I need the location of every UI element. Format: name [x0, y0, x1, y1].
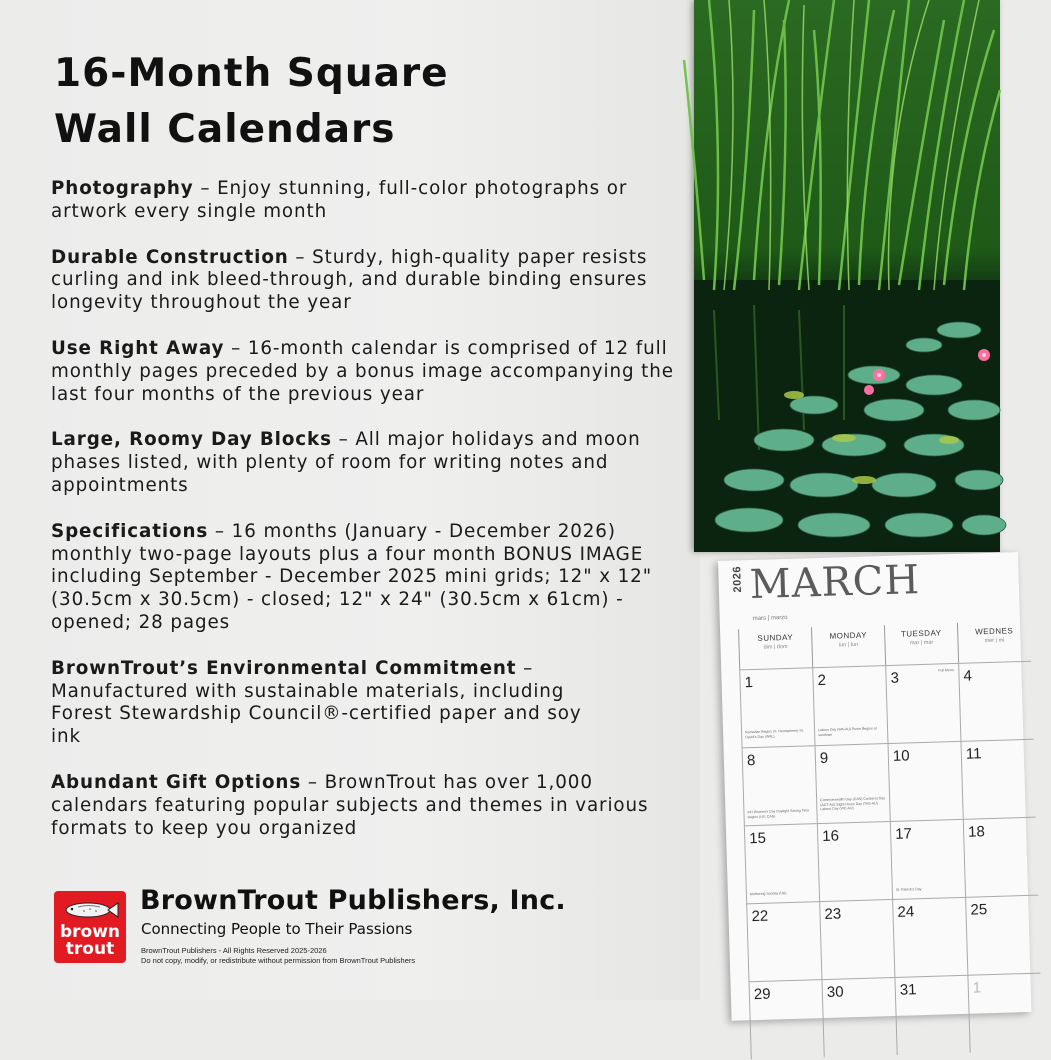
holiday-note: Ramadan Begins (S. Hemisphere) St. David's Day (WAL): [745, 728, 804, 739]
feature-list: [51, 178, 691, 863]
feature-title: Specifications: [51, 520, 209, 542]
feature-title: BrownTrout’s Environmental Commitment: [51, 657, 517, 679]
day-cell: [748, 979, 823, 1059]
logo-word-brown: brown: [59, 922, 121, 942]
feature-durable-construction: [51, 247, 691, 315]
calendar-photo-pond-lilies: [694, 0, 1000, 552]
day-cell: [819, 899, 894, 979]
feature-text: – BrownTrout has over 1,000 calendars featuring popular subjects and themes in various formats to keep you organized: [51, 771, 649, 839]
feature-title: Abundant Gift Options: [51, 771, 302, 793]
weekday-name: MONDAY: [829, 630, 868, 641]
day-cell: [739, 667, 814, 747]
day-cell: [967, 973, 1042, 1053]
title-line-1: 16-Month Square: [54, 51, 449, 96]
day-number: 9: [819, 749, 829, 768]
publisher-name: BrownTrout Publishers, Inc.: [140, 885, 566, 916]
weekday-translation: dim | dom: [763, 643, 788, 651]
day-number: 22: [751, 907, 769, 926]
pond-photo-image: [694, 0, 1000, 552]
day-number: 30: [826, 983, 844, 1001]
day-cell: [890, 819, 965, 899]
day-cell: [958, 661, 1033, 741]
day-number: 10: [892, 747, 910, 765]
browntrout-logo: [54, 891, 126, 963]
trout-fish-icon: [60, 899, 120, 921]
calendar-month-page: [718, 552, 1032, 1021]
feature-title: Durable Construction: [51, 246, 289, 268]
feature-text: – Sturdy, high-quality paper resists curling and ink bleed-through, and durable binding ensures longevity throughout the year: [51, 246, 648, 314]
day-number: 1: [744, 674, 754, 692]
rights-line: BrownTrout Publishers - All Rights Reserved 2025-2026: [141, 946, 327, 955]
feature-day-blocks: [51, 429, 691, 497]
holiday-note: Commonwealth Day (CAN) Canberra Day (ACT-AU) Eight Hours Day (TAS-AU) Labour Day (VIC-AU): [820, 796, 886, 812]
feature-title: Large, Roomy Day Blocks: [51, 429, 332, 451]
feature-text: – 16-month calendar is comprised of 12 full monthly pages preceded by a bonus image accompanying the last four months of the previous year: [51, 337, 674, 405]
feature-environmental: [51, 658, 591, 749]
day-cell: [963, 817, 1038, 897]
holiday-note: St. Patrick's Day: [895, 887, 922, 892]
holiday-note: Mothering Sunday (UK): [749, 891, 787, 897]
rights-notice: [141, 946, 415, 966]
weekday-name: SUNDAY: [757, 632, 794, 643]
weekday-wednesday: [957, 621, 1031, 663]
page-title: [54, 46, 449, 158]
feature-title: Photography: [51, 178, 194, 199]
calendar-month-name: MARCH: [749, 557, 921, 609]
day-cell: [815, 743, 890, 823]
weekday-sunday: [738, 627, 812, 669]
day-number: 16: [821, 827, 840, 846]
day-number: 24: [897, 903, 915, 921]
publisher-tagline: Connecting People to Their Passions: [141, 920, 413, 938]
weekday-translation: mar | mar: [909, 639, 934, 647]
day-cell: [892, 897, 967, 977]
feature-gift-options: [51, 772, 691, 840]
feature-text: – 16 months (January - December 2026) monthly two-page layouts plus a four month BONUS IMAGE including September - December 2025 mini grids; 12" x 12" (30.5cm x 30.5cm) - closed; 12" x 24" (30.5cm x 61cm) - opened; 28 pages: [51, 520, 653, 633]
feature-specifications: [51, 521, 691, 635]
day-number: 11: [965, 745, 982, 763]
day-cell: [894, 975, 969, 1055]
day-number: 17: [894, 825, 913, 843]
day-number: 1: [972, 979, 982, 997]
day-cell: [746, 891, 821, 981]
weekday-translation: lun | lun: [838, 641, 859, 649]
rights-line: Do not copy, modify, or redistribute without permission from BrownTrout Publishers: [141, 956, 416, 965]
day-number: 18: [967, 823, 986, 841]
holiday-note: Int'l Women's Day Daylight Saving Time begins (US, CAN): [747, 808, 810, 819]
moon-phase-note: Full Moon: [938, 668, 954, 673]
day-cell: [742, 745, 817, 825]
day-number: 29: [753, 985, 771, 1004]
weekday-name: WEDNES: [975, 626, 1014, 637]
day-cell: [965, 895, 1040, 975]
day-cell: [885, 663, 960, 743]
calendar-month-translation: mars | marzo: [752, 614, 788, 622]
day-number: 3: [890, 669, 900, 687]
weekday-translation: mer | mi: [984, 637, 1005, 645]
weekday-tuesday: [884, 623, 958, 665]
day-number: 25: [970, 901, 988, 919]
day-number: 15: [748, 829, 767, 848]
calendar-year: 2026: [731, 565, 744, 593]
feature-title: Use Right Away: [51, 337, 225, 359]
day-number: 31: [899, 981, 917, 999]
day-cell: [887, 741, 962, 821]
holiday-note: Labour Day (WA-AU) Purim Begins at sundown: [818, 726, 877, 737]
day-cell: [817, 821, 892, 901]
feature-use-right-away: [51, 338, 691, 406]
day-cell: [821, 977, 896, 1057]
feature-photography: [51, 178, 691, 224]
weekday-monday: [811, 625, 885, 667]
feature-text: – Enjoy stunning, full-color photographs or artwork every single month: [51, 178, 628, 222]
day-number: 2: [817, 671, 827, 690]
day-number: 23: [824, 905, 842, 923]
feature-text: – Manufactured with sustainable materials, including Forest Stewardship Council®-certified paper and soy ink: [51, 657, 582, 748]
day-number: 8: [746, 751, 756, 770]
weekday-name: TUESDAY: [900, 628, 942, 639]
day-cell: [960, 739, 1035, 819]
title-line-2: Wall Calendars: [54, 107, 396, 152]
day-cell: [812, 665, 887, 745]
day-number: 4: [963, 667, 973, 685]
logo-word-trout: trout: [65, 939, 115, 959]
feature-text: – All major holidays and moon phases listed, with plenty of room for writing notes and appointments: [51, 429, 641, 496]
